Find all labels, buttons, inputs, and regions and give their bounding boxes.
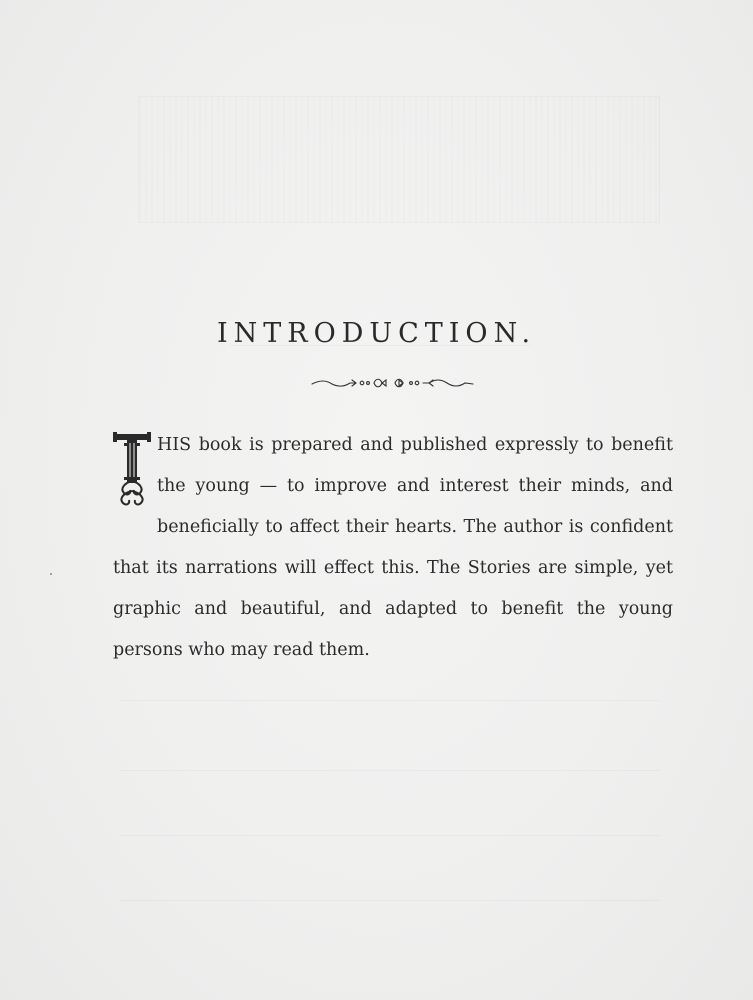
- decorative-flourish-icon: [310, 374, 475, 392]
- introduction-paragraph: HIS book is prepared and published expressly to benefit the young — to improve and interest their minds, and beneficially to affect their hearts. The author is confident that its narrations will effect this. The Stories are simple, yet graphic and beautiful, and adapted to benefit the young persons who may read them.: [113, 435, 673, 660]
- introduction-body: [113, 425, 673, 671]
- speck: [50, 573, 52, 575]
- bleed-through-line: [120, 835, 660, 836]
- bleed-through-line: [120, 900, 660, 901]
- ornamental-initial-t-icon: [113, 431, 151, 509]
- bleed-through-line: [120, 770, 660, 771]
- bleed-through-illustration: [138, 96, 660, 223]
- bleed-through-line: [120, 700, 660, 701]
- page-title: INTRODUCTION.: [216, 318, 537, 350]
